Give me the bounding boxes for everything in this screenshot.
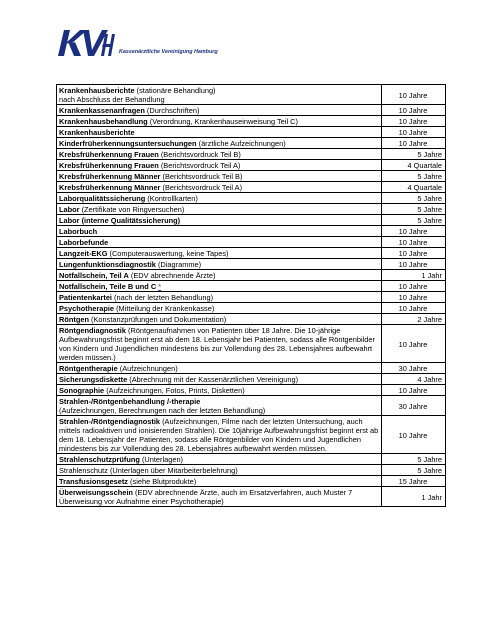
item-detail: (ärztliche Aufzeichnungen) [196, 139, 286, 148]
retention-period: 10 Jahre [382, 138, 446, 149]
retention-item [57, 270, 382, 281]
item-detail: (stationäre Behandlung) [134, 86, 216, 95]
item-term: Krankenhausberichte [59, 128, 135, 137]
retention-item [57, 138, 382, 149]
table-row [57, 385, 446, 396]
footnote-link[interactable]: * [158, 282, 162, 291]
item-term: Strahlen-/Röntgendiagnostik [59, 417, 161, 426]
table-row [57, 138, 446, 149]
table-row [57, 314, 446, 325]
item-detail: (Abrechnung mit der Kassenärztlichen Vereinigung) [127, 375, 299, 384]
item-detail: (Zertifikate von Ringversuchen) [79, 205, 185, 214]
kvh-logo-mark [56, 26, 118, 60]
item-detail: (Aufzeichnungen) [117, 364, 178, 373]
item-detail: (Berichtsvordruck Teil A) [158, 161, 241, 170]
table-row [57, 116, 446, 127]
retention-item [57, 259, 382, 270]
table-row [57, 149, 446, 160]
retention-item [57, 237, 382, 248]
retention-item [57, 487, 382, 507]
item-term: Krebsfrüherkennung Männer [59, 183, 161, 192]
item-detail: (Berichtsvordruck Teil A) [160, 183, 243, 192]
item-detail: (Diagramme) [155, 260, 202, 269]
table-row [57, 416, 446, 454]
retention-period: 10 Jahre [382, 281, 446, 292]
retention-period: 1 Jahr [382, 487, 446, 507]
table-row [57, 292, 446, 303]
table-row [57, 363, 446, 374]
item-term: Strahlenschutzprüfung [59, 455, 140, 464]
retention-period: 10 Jahre [382, 116, 446, 127]
item-term: Sonographie [59, 386, 105, 395]
item-term: Laborbefunde [59, 238, 109, 247]
item-detail: (Verordnung, Krankenhauseinweisung Teil C) [147, 117, 298, 126]
table-row [57, 281, 446, 292]
item-term: Röntgentherapie [59, 364, 118, 373]
retention-period: 5 Jahre [382, 171, 446, 182]
table-row [57, 105, 446, 116]
retention-period: 4 Quartale [382, 182, 446, 193]
retention-item [57, 476, 382, 487]
retention-period: 5 Jahre [382, 204, 446, 215]
retention-item [57, 105, 382, 116]
retention-period: 10 Jahre [382, 325, 446, 363]
table-row [57, 465, 446, 476]
table-row [57, 171, 446, 182]
retention-period: 4 Jahre [382, 374, 446, 385]
item-term: Laborqualitätssicherung [59, 194, 146, 203]
item-detail-line2: nach Abschluss der Behandlung [59, 95, 165, 104]
retention-period: 10 Jahre [382, 259, 446, 270]
table-row [57, 193, 446, 204]
retention-period: 10 Jahre [382, 85, 446, 105]
retention-period: 10 Jahre [382, 385, 446, 396]
retention-item [57, 149, 382, 160]
table-row [57, 215, 446, 226]
logo-subtitle: Kassenärztliche Vereinigung Hamburg [119, 49, 218, 55]
item-detail: (Konstanzprüfungen und Dokumentation) [88, 315, 227, 324]
item-term: Lungenfunktionsdiagnostik [59, 260, 156, 269]
item-detail: (siehe Blutprodukte) [128, 477, 197, 486]
table-row [57, 259, 446, 270]
item-term: Krebsfrüherkennung Männer [59, 172, 161, 181]
retention-period: 1 Jahr [382, 270, 446, 281]
retention-period: 15 Jahre [382, 476, 446, 487]
table-row [57, 182, 446, 193]
retention-item [57, 363, 382, 374]
retention-period: 5 Jahre [382, 454, 446, 465]
retention-table [56, 84, 446, 507]
kvh-logo [56, 26, 236, 62]
table-row [57, 226, 446, 237]
retention-item [57, 396, 382, 416]
retention-item [57, 193, 382, 204]
retention-item [57, 292, 382, 303]
item-term: Labor [59, 205, 80, 214]
item-term: Labor (interne Qualitätssicherung) [59, 216, 181, 225]
table-row [57, 303, 446, 314]
table-row [57, 85, 446, 105]
retention-period: 30 Jahre [382, 363, 446, 374]
item-detail: (EDV abrechnende Ärzte) [128, 271, 216, 280]
item-term: Strahlen-/Röntgenbehandlung /-therapie [59, 397, 201, 406]
retention-item [57, 281, 382, 292]
retention-item [57, 182, 382, 193]
item-detail: (Computerauswertung, keine Tapes) [107, 249, 229, 258]
retention-item [57, 314, 382, 325]
table-row [57, 160, 446, 171]
item-detail: (Berichtsvordruck Teil B) [158, 150, 241, 159]
retention-period: 10 Jahre [382, 292, 446, 303]
retention-period: 5 Jahre [382, 149, 446, 160]
retention-period: 10 Jahre [382, 226, 446, 237]
item-term: Sicherungsdiskette [59, 375, 128, 384]
retention-item [57, 374, 382, 385]
retention-item [57, 160, 382, 171]
table-row [57, 396, 446, 416]
retention-period: 5 Jahre [382, 215, 446, 226]
item-term: Krankenhausberichte [59, 86, 135, 95]
retention-item [57, 127, 382, 138]
item-term: Röntgendiagnostik [59, 326, 126, 335]
retention-item [57, 385, 382, 396]
item-term: Patientenkartei [59, 293, 112, 302]
retention-item [57, 325, 382, 363]
item-term: Transfusionsgesetz [59, 477, 128, 486]
retention-period: 4 Quartale [382, 160, 446, 171]
item-detail: (Unterlagen) [139, 455, 184, 464]
retention-item [57, 416, 382, 454]
retention-item [57, 248, 382, 259]
item-detail: (EDV abrechnende Ärzte, auch im Ersatzverfahren, auch Muster 7 Überweisung vor Aufnahme einer Psychotherapie) [59, 488, 353, 506]
retention-period: 5 Jahre [382, 193, 446, 204]
table-row [57, 127, 446, 138]
retention-period: 10 Jahre [382, 303, 446, 314]
table-row [57, 237, 446, 248]
item-detail: (Durchschriften) [144, 106, 200, 115]
retention-period: 10 Jahre [382, 105, 446, 116]
item-term: Laborbuch [59, 227, 98, 236]
item-term: Kinderfrüherkennungsuntersuchungen [59, 139, 197, 148]
retention-period: 10 Jahre [382, 237, 446, 248]
table-row [57, 374, 446, 385]
item-term: Krankenhausbehandlung [59, 117, 148, 126]
retention-item [57, 465, 382, 476]
item-term: Psychotherapie [59, 304, 115, 313]
item-detail: Strahlenschutz (Unterlagen über Mitarbeiterbelehrung) [59, 466, 238, 475]
retention-period: 2 Jahre [382, 314, 446, 325]
item-detail: (Aufzeichnungen, Filme nach der letzten Untersuchung, auch mittels radioaktiven und ionisierenden Strahlen). Die 10jährige Aufbewahrungsfrist beginnt erst ab dem 18. Lebensjahr der Patienten, sodass alle Röntgenbilder von Kindern und Jugendlichen mindestens bis zur Vollendung des 28. Lebensjahres aufbewahrt werden müssen. [59, 417, 379, 453]
retention-period: 10 Jahre [382, 416, 446, 454]
retention-item [57, 454, 382, 465]
retention-period: 5 Jahre [382, 465, 446, 476]
item-term: Notfallschein, Teile B und C [59, 282, 157, 291]
retention-item [57, 85, 382, 105]
table-row [57, 476, 446, 487]
item-detail: (nach der letzten Behandlung) [112, 293, 214, 302]
item-detail: (Mitteilung der Krankenkasse) [114, 304, 215, 313]
item-term: Krebsfrüherkennung Frauen [59, 150, 159, 159]
table-row [57, 487, 446, 507]
retention-item [57, 303, 382, 314]
item-detail: (Röntgenaufnahmen von Patienten über 18 Jahre. Die 10-jährige Aufbewahrungsfrist beginnt erst ab dem 18. Lebensjahr bei Patienten, sodass alle Röntgenbilder von Kindern und Jugendlichen mindestens bis zur Vollendung des 28. Lebensjahres aufbewahrt werden müssen.) [59, 326, 375, 362]
item-term: Krankenkassenanfragen [59, 106, 145, 115]
retention-item [57, 116, 382, 127]
item-term: Langzeit-EKG [59, 249, 108, 258]
item-detail-line2: (Aufzeichnungen, Berechnungen nach der letzten Behandlung) [59, 406, 266, 415]
table-row [57, 270, 446, 281]
item-detail: (Aufzeichnungen, Fotos, Prints, Disketten) [104, 386, 245, 395]
retention-period: 10 Jahre [382, 127, 446, 138]
table-row [57, 204, 446, 215]
item-term: Überweisungsschein [59, 488, 133, 497]
item-term: Krebsfrüherkennung Frauen [59, 161, 159, 170]
retention-item [57, 204, 382, 215]
item-term: Röntgen [59, 315, 89, 324]
item-detail: (Berichtsvordruck Teil B) [160, 172, 243, 181]
item-detail: (Kontrollkarten) [145, 194, 198, 203]
table-row [57, 325, 446, 363]
table-row [57, 454, 446, 465]
retention-item [57, 226, 382, 237]
table-row [57, 248, 446, 259]
retention-period: 10 Jahre [382, 248, 446, 259]
retention-item [57, 171, 382, 182]
item-term: Notfallschein, Teil A [59, 271, 129, 280]
retention-item [57, 215, 382, 226]
retention-period: 30 Jahre [382, 396, 446, 416]
